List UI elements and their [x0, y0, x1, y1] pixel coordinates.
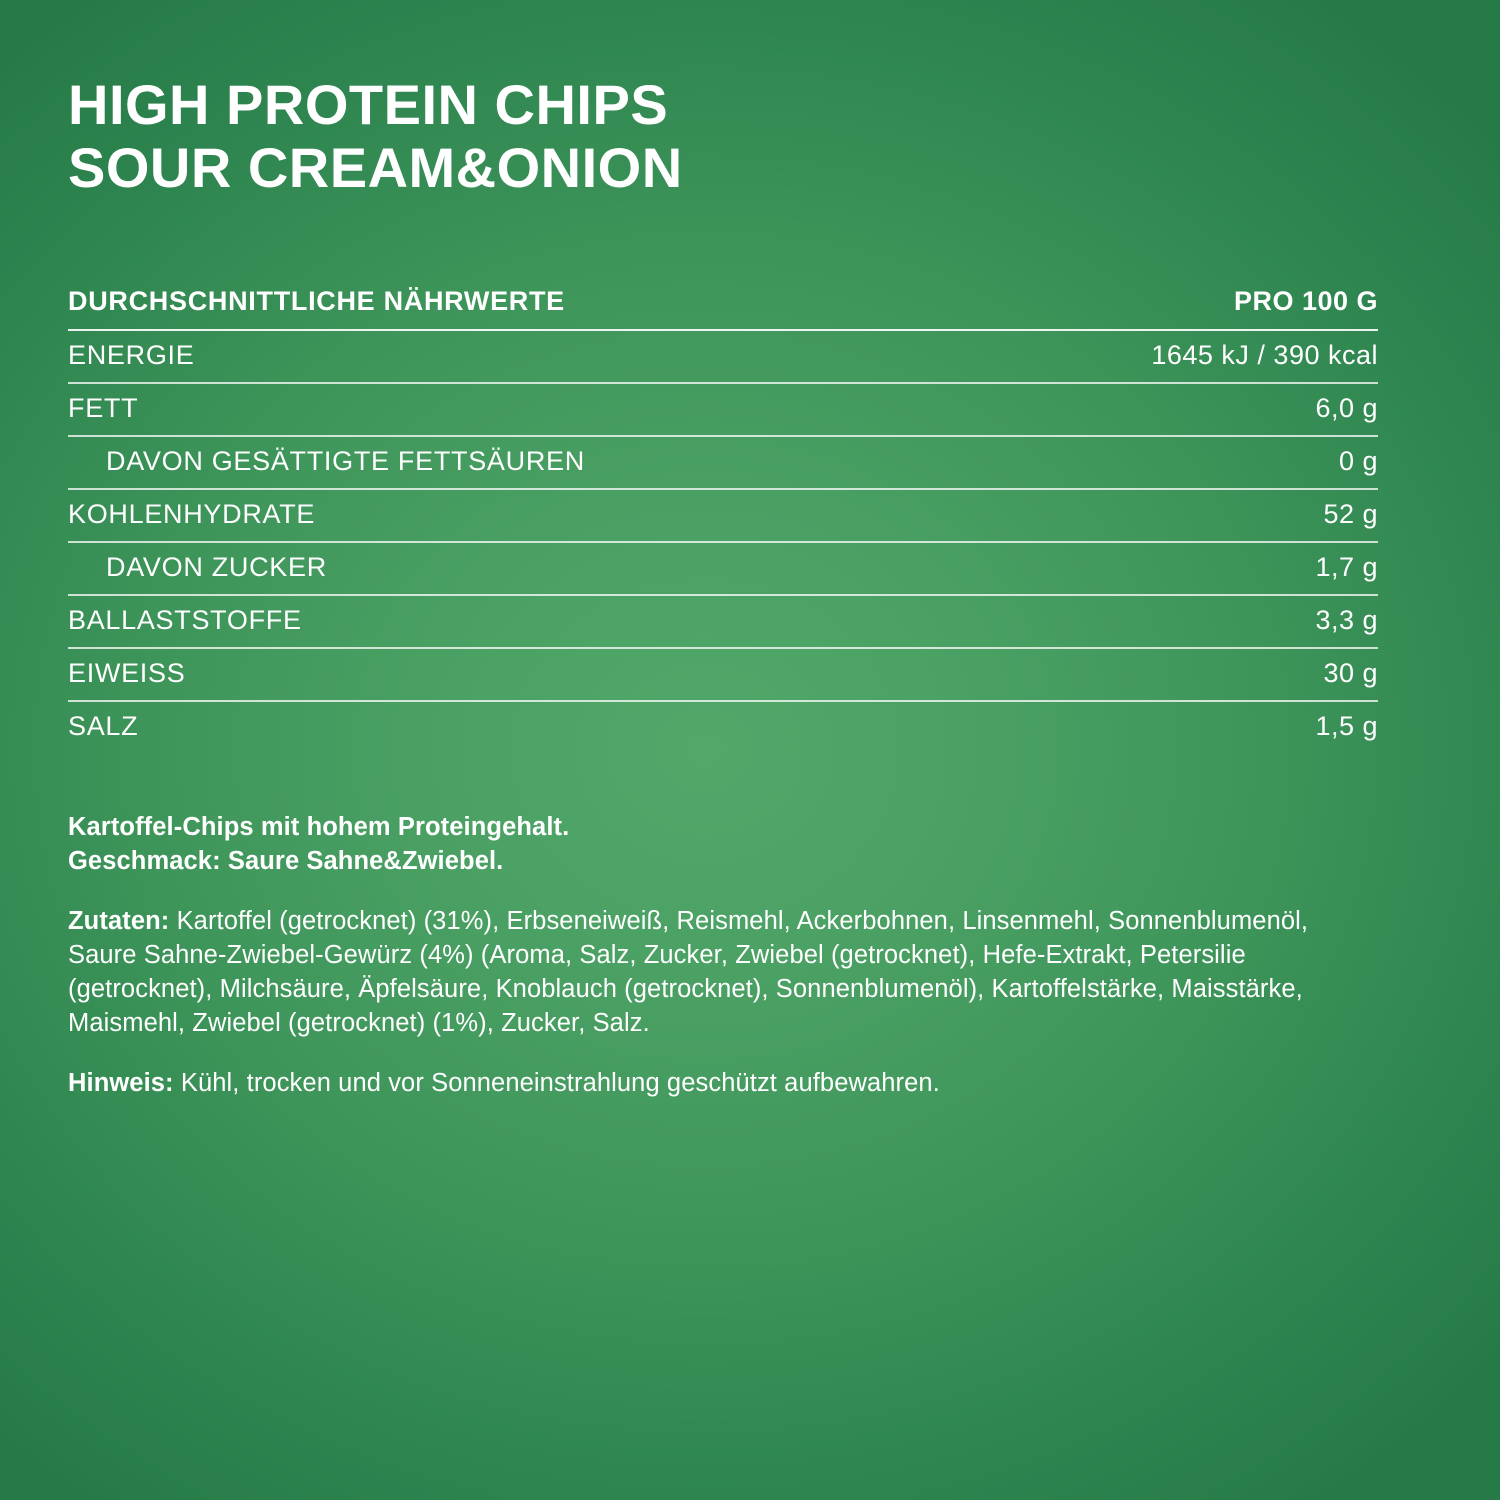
nutrition-header-label: DURCHSCHNITTLICHE NÄHRWERTE: [68, 286, 565, 317]
nutrient-label-fett: FETT: [68, 393, 139, 424]
table-row: [68, 490, 1378, 543]
nutrient-label-ballaststoffe: BALLASTSTOFFE: [68, 605, 302, 636]
ingredients-label: Zutaten: [68, 907, 161, 936]
nutrient-label-zucker: DAVON ZUCKER: [106, 552, 327, 583]
nutrient-label-gesaettigte-fettsaeuren: DAVON GESÄTTIGTE FETTSÄUREN: [106, 446, 585, 477]
product-description-line-1: Kartoffel-Chips mit hohem Proteingehalt.: [68, 813, 570, 842]
storage-label: Hinweis:: [68, 1068, 174, 1097]
ingredients-text: Kartoffel (getrocknet) (31%), Erbseneiweiß, Reismehl, Ackerbohnen, Linsenmehl, Sonnenblumenöl, Saure Sahne-Zwiebel-Gewürz (4%) (Aroma, Salz, Zucker, Zwiebel (getrocknet), Hefe-Extrakt, Petersilie (getrocknet), Milchsäure, Äpfelsäure, Knoblauch (getrocknet), Sonnenblumenöl), Kartoffelstärke, Maisstärke, Maismehl, Zwiebel (getrocknet) (1%), Zucker, Salz.: [68, 907, 1309, 1037]
nutrient-value-salz: 1,5 g: [1315, 711, 1378, 742]
nutrient-value-ballaststoffe: 3,3 g: [1315, 605, 1378, 636]
product-title-line-1: HIGH PROTEIN CHIPS: [68, 73, 669, 136]
table-row: [68, 331, 1378, 384]
table-row: [68, 702, 1378, 753]
table-row: [68, 384, 1378, 437]
nutrient-value-gesaettigte-fettsaeuren: 0 g: [1338, 446, 1378, 477]
ingredients-paragraph: [68, 905, 1368, 1041]
nutrient-label-energie: ENERGIE: [68, 340, 195, 371]
nutrient-value-kohlenhydrate: 52 g: [1323, 499, 1378, 530]
nutrient-value-fett: 6,0 g: [1315, 393, 1378, 424]
storage-paragraph: [68, 1067, 1368, 1101]
table-row: [68, 543, 1378, 596]
label-copy: [68, 811, 1368, 1100]
nutrient-label-salz: SALZ: [68, 711, 139, 742]
nutrition-table: [68, 277, 1378, 753]
nutrient-value-eiweiss: 30 g: [1323, 658, 1378, 689]
table-row: [68, 437, 1378, 490]
product-description: [68, 811, 1368, 879]
ingredients-separator: :: [160, 907, 177, 936]
table-row: [68, 649, 1378, 702]
storage-text: Kühl, trocken und vor Sonneneinstrahlung geschützt aufbewahren.: [180, 1068, 940, 1097]
storage-separator: [174, 1069, 181, 1097]
nutrient-label-kohlenhydrate: KOHLENHYDRATE: [68, 499, 316, 530]
nutrient-value-zucker: 1,7 g: [1315, 552, 1378, 583]
nutrient-label-eiweiss: EIWEISS: [68, 658, 186, 689]
product-title-line-2: SOUR CREAM&ONION: [68, 135, 683, 199]
nutrient-value-energie: 1645 kJ / 390 kcal: [1151, 340, 1378, 371]
nutrition-table-header: [68, 277, 1378, 331]
product-description-line-2: Geschmack: Saure Sahne&Zwiebel.: [68, 847, 504, 876]
nutrition-header-value: PRO 100 G: [1233, 286, 1378, 317]
table-row: [68, 596, 1378, 649]
page-title: [68, 62, 1438, 199]
